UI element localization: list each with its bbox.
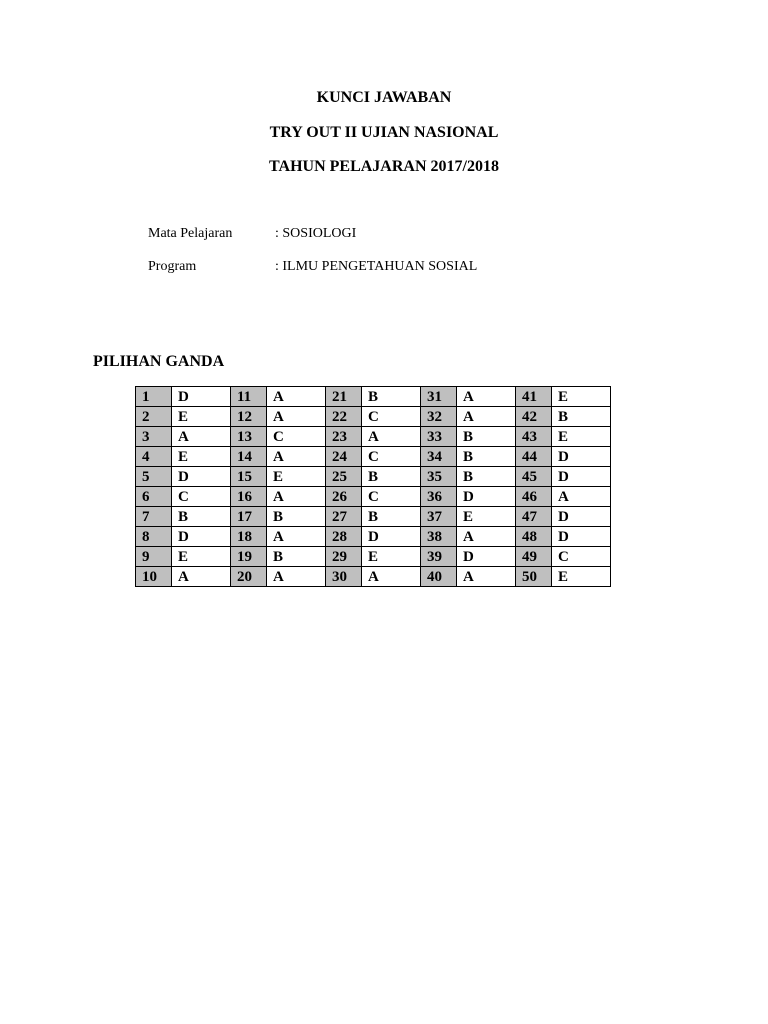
- question-number-cell: 33: [421, 427, 457, 447]
- table-row: [136, 527, 611, 547]
- question-number-cell: 27: [326, 507, 362, 527]
- question-number-cell: 38: [421, 527, 457, 547]
- question-number-cell: 25: [326, 467, 362, 487]
- answer-cell: D: [457, 547, 516, 567]
- answer-cell: E: [457, 507, 516, 527]
- question-number-cell: 28: [326, 527, 362, 547]
- question-number-cell: 11: [231, 387, 267, 407]
- document-title: KUNCI JAWABAN: [316, 89, 452, 106]
- answer-cell: D: [172, 467, 231, 487]
- question-number-cell: 40: [421, 567, 457, 587]
- answer-cell: E: [552, 387, 611, 407]
- answer-cell: A: [362, 427, 421, 447]
- question-number-cell: 30: [326, 567, 362, 587]
- question-number-cell: 29: [326, 547, 362, 567]
- answer-cell: C: [267, 427, 326, 447]
- question-number-cell: 14: [231, 447, 267, 467]
- subject-label: Mata Pelajaran: [148, 226, 233, 241]
- program-value: : ILMU PENGETAHUAN SOSIAL: [275, 259, 478, 274]
- question-number-cell: 6: [136, 487, 172, 507]
- question-number-cell: 7: [136, 507, 172, 527]
- question-number-cell: 37: [421, 507, 457, 527]
- table-row: [136, 427, 611, 447]
- answer-cell: A: [362, 567, 421, 587]
- answer-cell: A: [267, 567, 326, 587]
- table-row: [136, 507, 611, 527]
- question-number-cell: 3: [136, 427, 172, 447]
- question-number-cell: 48: [516, 527, 552, 547]
- question-number-cell: 34: [421, 447, 457, 467]
- question-number-cell: 18: [231, 527, 267, 547]
- answer-cell: B: [362, 387, 421, 407]
- answer-cell: E: [552, 427, 611, 447]
- question-number-cell: 23: [326, 427, 362, 447]
- question-number-cell: 35: [421, 467, 457, 487]
- question-number-cell: 26: [326, 487, 362, 507]
- answer-cell: A: [457, 567, 516, 587]
- answer-cell: B: [552, 407, 611, 427]
- question-number-cell: 32: [421, 407, 457, 427]
- question-number-cell: 1: [136, 387, 172, 407]
- answer-cell: E: [172, 547, 231, 567]
- question-number-cell: 2: [136, 407, 172, 427]
- answer-cell: B: [267, 547, 326, 567]
- answer-cell: B: [362, 467, 421, 487]
- answer-cell: E: [172, 447, 231, 467]
- table-row: [136, 407, 611, 427]
- exam-title: TRY OUT II UJIAN NASIONAL: [269, 124, 499, 141]
- answer-cell: A: [267, 407, 326, 427]
- question-number-cell: 15: [231, 467, 267, 487]
- question-number-cell: 46: [516, 487, 552, 507]
- answer-cell: C: [552, 547, 611, 567]
- table-row: [136, 547, 611, 567]
- answer-cell: D: [362, 527, 421, 547]
- question-number-cell: 31: [421, 387, 457, 407]
- answer-cell: C: [362, 407, 421, 427]
- question-number-cell: 4: [136, 447, 172, 467]
- answer-cell: D: [172, 387, 231, 407]
- answer-cell: A: [172, 427, 231, 447]
- answer-cell: C: [362, 487, 421, 507]
- answer-cell: A: [267, 527, 326, 547]
- answer-cell: B: [362, 507, 421, 527]
- answer-cell: A: [552, 487, 611, 507]
- answer-key-table: [135, 386, 611, 587]
- question-number-cell: 20: [231, 567, 267, 587]
- answer-cell: D: [457, 487, 516, 507]
- answer-cell: D: [552, 527, 611, 547]
- answer-cell: C: [172, 487, 231, 507]
- question-number-cell: 19: [231, 547, 267, 567]
- answer-cell: B: [267, 507, 326, 527]
- answer-cell: A: [457, 407, 516, 427]
- question-number-cell: 5: [136, 467, 172, 487]
- question-number-cell: 22: [326, 407, 362, 427]
- answer-cell: A: [267, 447, 326, 467]
- question-number-cell: 42: [516, 407, 552, 427]
- question-number-cell: 24: [326, 447, 362, 467]
- answer-cell: A: [172, 567, 231, 587]
- answer-cell: B: [457, 467, 516, 487]
- question-number-cell: 43: [516, 427, 552, 447]
- answer-cell: B: [457, 447, 516, 467]
- question-number-cell: 39: [421, 547, 457, 567]
- answer-cell: E: [362, 547, 421, 567]
- answer-cell: A: [267, 487, 326, 507]
- question-number-cell: 8: [136, 527, 172, 547]
- question-number-cell: 21: [326, 387, 362, 407]
- question-number-cell: 44: [516, 447, 552, 467]
- answer-cell: E: [172, 407, 231, 427]
- table-row: [136, 447, 611, 467]
- question-number-cell: 16: [231, 487, 267, 507]
- question-number-cell: 17: [231, 507, 267, 527]
- academic-year-title: TAHUN PELAJARAN 2017/2018: [269, 158, 499, 175]
- table-row: [136, 387, 611, 407]
- answer-cell: A: [457, 387, 516, 407]
- answer-cell: D: [552, 507, 611, 527]
- question-number-cell: 45: [516, 467, 552, 487]
- section-title: PILIHAN GANDA: [93, 353, 225, 370]
- question-number-cell: 49: [516, 547, 552, 567]
- question-number-cell: 50: [516, 567, 552, 587]
- subject-value: : SOSIOLOGI: [275, 226, 357, 241]
- answer-cell: D: [172, 527, 231, 547]
- answer-cell: D: [552, 467, 611, 487]
- answer-cell: B: [457, 427, 516, 447]
- question-number-cell: 47: [516, 507, 552, 527]
- answer-cell: B: [172, 507, 231, 527]
- question-number-cell: 12: [231, 407, 267, 427]
- question-number-cell: 13: [231, 427, 267, 447]
- question-number-cell: 36: [421, 487, 457, 507]
- table-row: [136, 487, 611, 507]
- table-row: [136, 567, 611, 587]
- question-number-cell: 9: [136, 547, 172, 567]
- answer-cell: C: [362, 447, 421, 467]
- question-number-cell: 41: [516, 387, 552, 407]
- answer-cell: E: [552, 567, 611, 587]
- table-row: [136, 467, 611, 487]
- answer-cell: A: [267, 387, 326, 407]
- answer-cell: E: [267, 467, 326, 487]
- answer-cell: A: [457, 527, 516, 547]
- question-number-cell: 10: [136, 567, 172, 587]
- program-label: Program: [148, 259, 197, 274]
- answer-cell: D: [552, 447, 611, 467]
